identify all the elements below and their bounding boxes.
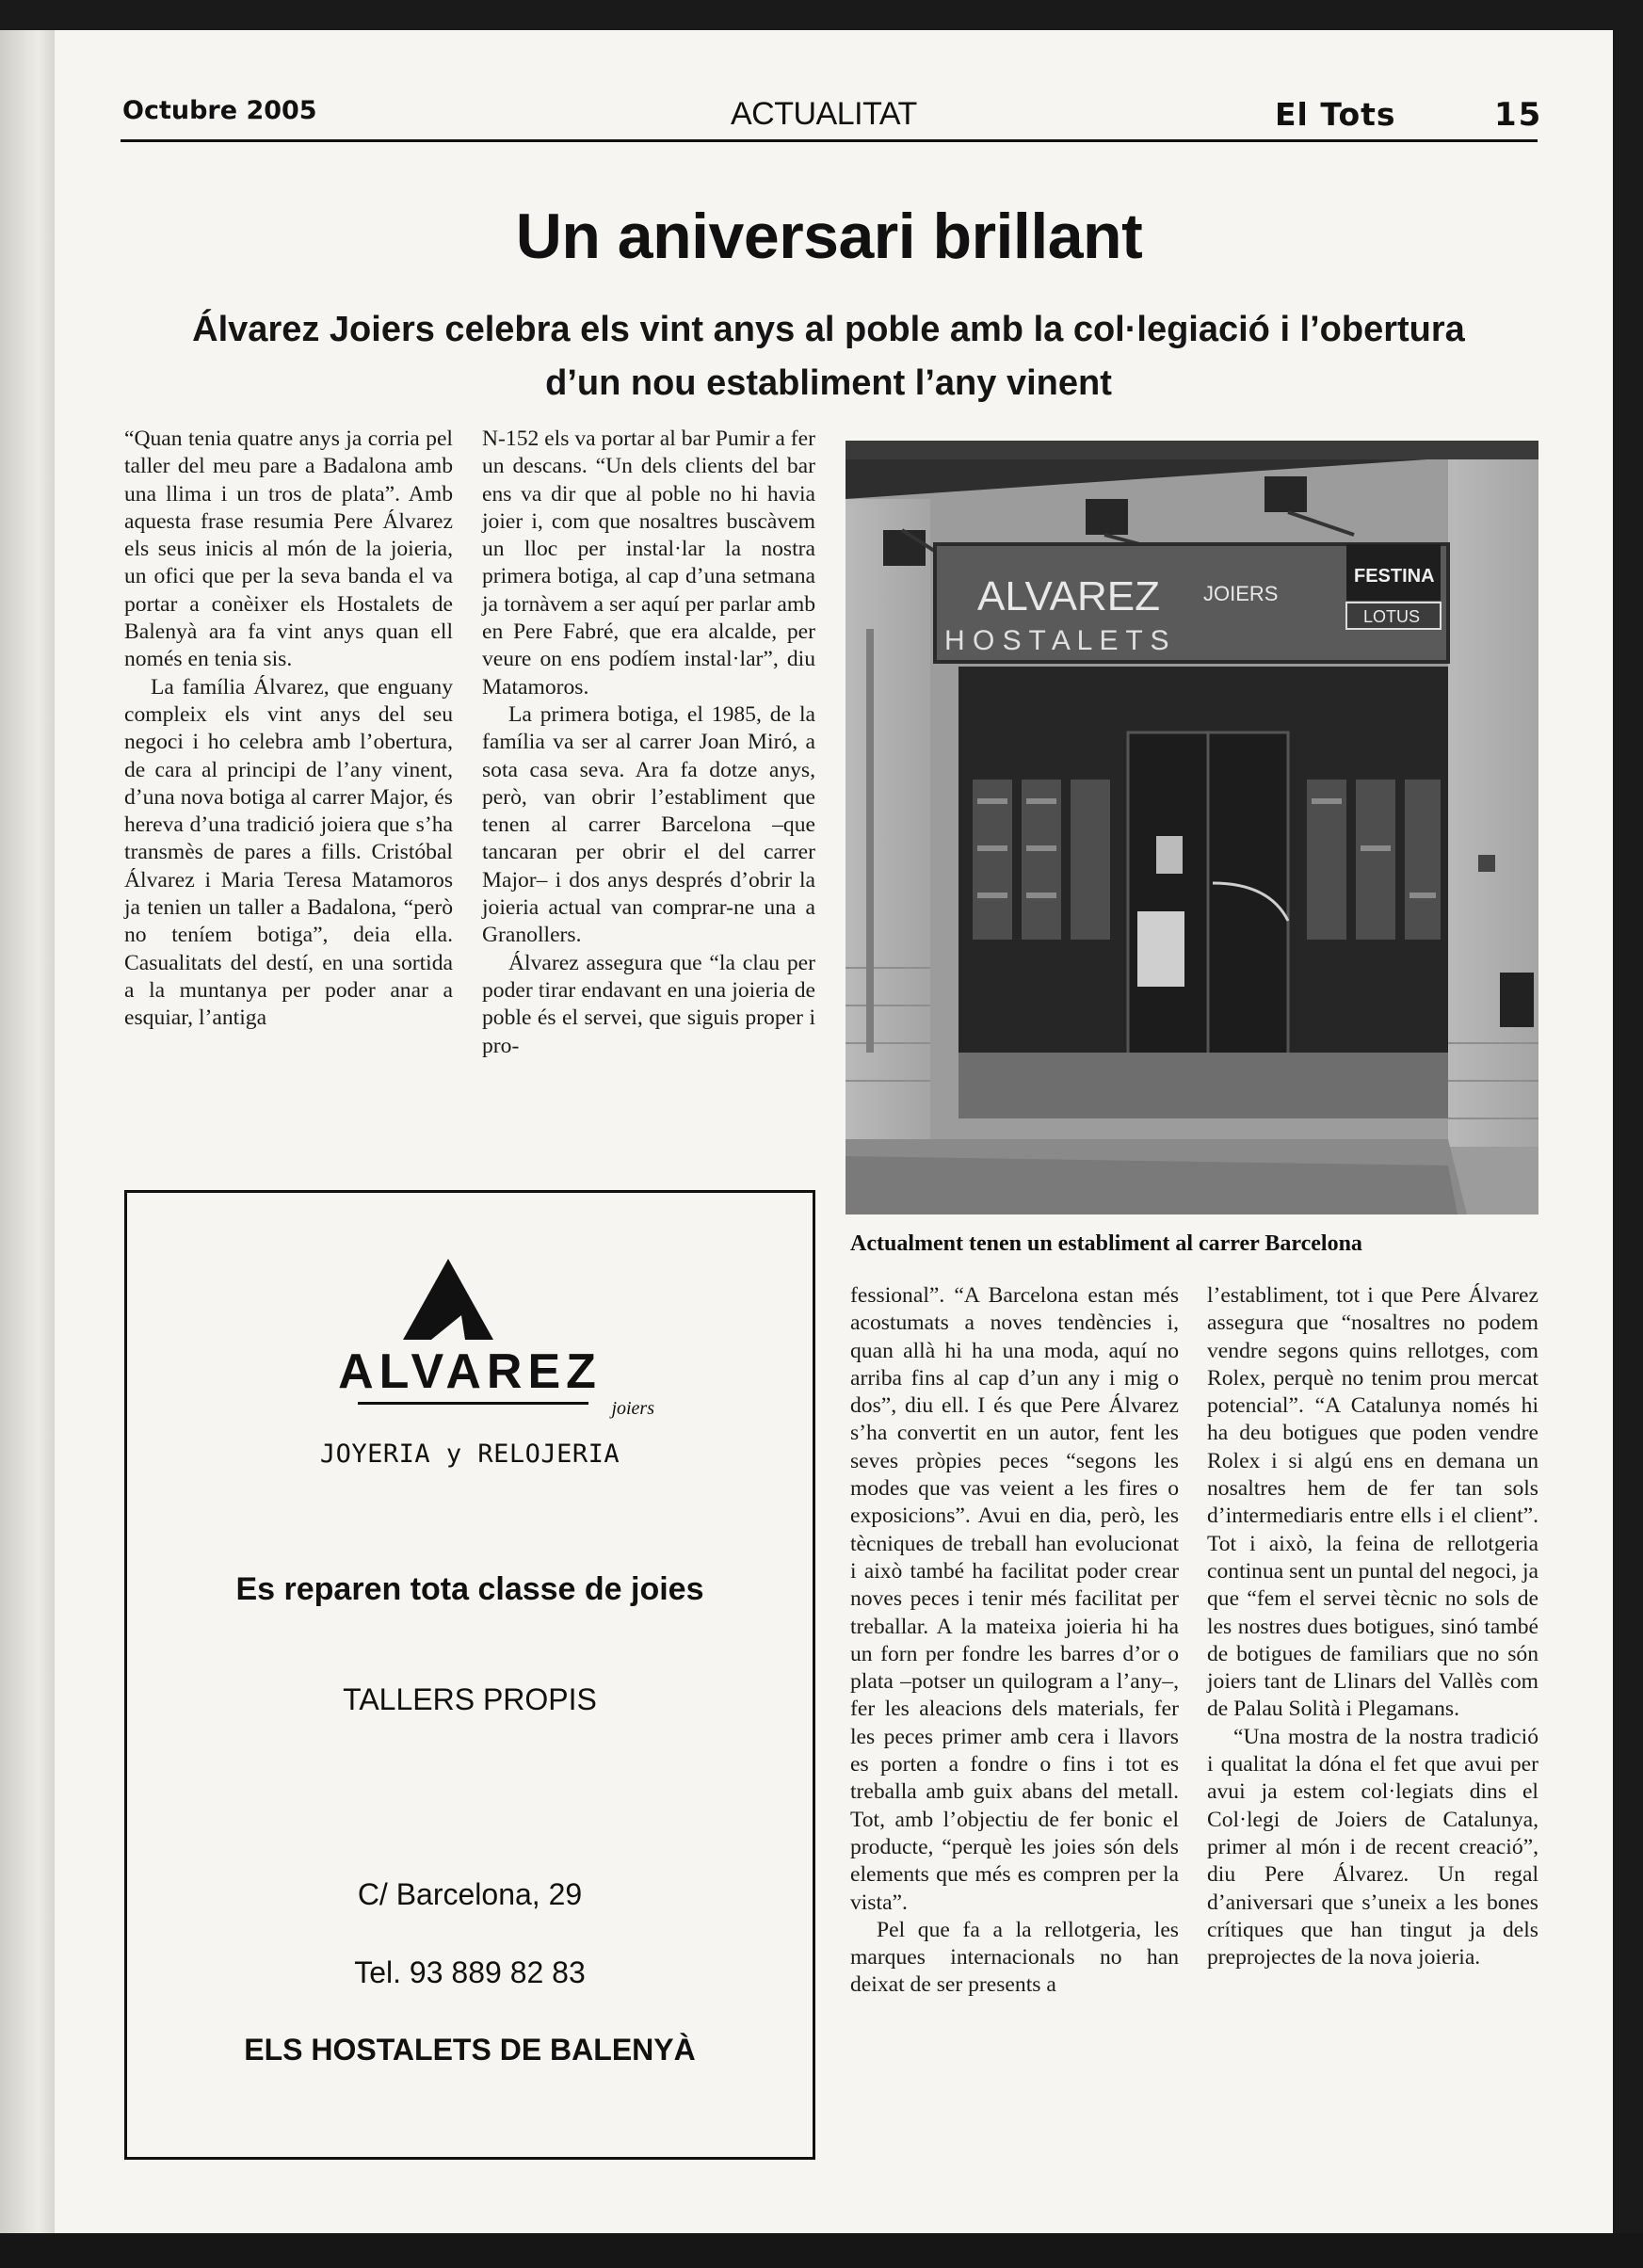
paragraph: “Quan tenia quatre anys ja corria pel taller del meu pare a Badalona amb una llima i un tros de plata”. Amb aquesta frase resumia Pere Álvarez els seus inicis al món de la joieria, un ofici que per la seva banda el va portar a conèixer els Hostalets de Balenyà ara fa vint anys quan ell només en tenia sis. — [124, 426, 453, 672]
sign-joiers: JOIERS — [1203, 582, 1279, 605]
paragraph: La família Álvarez, que enguany compleix els vint anys del seu negoci i ho celebra amb l’obertura, de cara al principi de l’any vinent, d’una nova botiga al carrer Major, és hereva d’una tradició joiera que s’ha transmès de pares a fills. Cristóbal Álvarez i Maria Teresa Matamoros ja tenien un taller a Badalona, “però no teníem botiga”, deia ella. Casualitats del destí, en una sortida a la muntanya per poder anar a esquiar, l’antiga — [124, 674, 453, 1031]
photo-caption: Actualment tenen un establiment al carrer Barcelona — [850, 1231, 1362, 1256]
article-headline: Un aniversari brillant — [515, 201, 1143, 272]
ad-brand-name: ALVAREZ — [338, 1344, 602, 1399]
article-column-4 — [1207, 1282, 1538, 1971]
shop-front-photo — [846, 441, 1538, 1214]
ad-brand-subtitle: joiers — [611, 1398, 654, 1419]
sign-brand-lotus: LOTUS — [1363, 607, 1421, 626]
article-column-1 — [124, 426, 453, 1033]
triangle-logo-icon — [403, 1259, 493, 1340]
sign-town: H O S T A L E T S — [944, 625, 1169, 656]
paragraph: Pel que fa a la rellotgeria, les marques internacionals no han deixat de ser presents a — [850, 1917, 1179, 1998]
article-column-2 — [482, 426, 815, 1060]
ad-town: ELS HOSTALETS DE BALENYÀ — [244, 2033, 696, 2067]
article-column-3 — [850, 1282, 1179, 2000]
section-name: ACTUALITAT — [731, 96, 917, 132]
paragraph: l’establiment, tot i que Pere Álvarez assegura que “nosaltres no podem vendre segons quins rellotges, com Rolex, perquè no tenim prou mercat potencial”. “A Catalunya només hi ha deu botigues que poden vendre Rolex i si algú ens en demana un nosaltres hem de fer tan sols d’intermediaris entre ells i el client”. Tot i això, la feina de rellotgeria continua sent un puntal del negoci, ja que “fem el servei tècnic no sols de les nostres dues botigues, sinó també de botigues de familiars que no són joiers tant de Llinars del Vallès com de Palau Solità i Plegamans. — [1207, 1283, 1538, 1722]
paragraph: fessional”. “A Barcelona estan més acostumats a noves tendències i, quan allà hi ha una moda, aquí no arriba fins al cap d’un any i mig o dos”, diu ell. I és que Pere Álvarez s’ha convertit en un autor, fent les seves pròpies peces “segons les modes que vas veient a les fires o exposicions”. Avui en dia, però, les tècniques de treball han evolucionat i això també ha facilitat poder crear noves peces i tenir més facilitat per treballar. A la mateixa joieria hi ha un forn per fondre les barres d’or o plata –potser un quilogram a l’any–, fer les aleacions dels materials, fer les peces primer amb cera i llavors es porten a fondre o fins i tot es treballa amb guix abans del metall. Tot, amb l’objectiu de fer bonic el producte, “perquè les joies són dels elements que més es compren per la vista”. — [850, 1283, 1179, 1915]
paragraph: “Una mostra de la nostra tradició i qualitat la dóna el fet que avui per avui ja estem col·legiats dins el Col·legi de Joiers de Catalunya, primer al món i de recent creació”, diu Pere Álvarez. Un regal d’aniversari que s’uneix a les bones crítiques que han tingut ja dels preprojectes de la nova joieria. — [1207, 1724, 1538, 1970]
sign-brand-festina: FESTINA — [1354, 566, 1435, 587]
page-number: 15 — [1494, 96, 1543, 134]
advertisement-box — [124, 1190, 815, 2160]
ad-address: C/ Barcelona, 29 — [357, 1877, 583, 1911]
header-rule — [121, 139, 1538, 142]
publication-name: El Tots — [1275, 96, 1396, 133]
ad-tagline: JOYERIA y RELOJERIA — [319, 1440, 620, 1469]
ad-repair-text: Es reparen tota classe de joies — [235, 1571, 704, 1607]
ad-phone: Tel. 93 889 82 83 — [354, 1955, 586, 1989]
issue-date: Octubre 2005 — [122, 96, 317, 125]
paragraph: La primera botiga, el 1985, de la família va ser al carrer Joan Miró, a sota casa seva. Ara fa dotze anys, però, van obrir l’establiment que tenen al carrer Barcelona –que tancaran per obrir el del carrer Major– i dos anys després d’obrir la joieria actual van comprar-ne una a Granollers. — [482, 701, 815, 948]
binding-spine — [0, 30, 55, 2233]
scan-border — [0, 2233, 1643, 2268]
paragraph: N-152 els va portar al bar Pumir a fer un descans. “Un dels clients del bar ens va dir que al poble no hi havia joier i, com que nosaltres buscàvem un lloc per instal·lar la nostra primera botiga, al cap d’una setmana ja tornàvem a ser aquí per parlar amb en Pere Fabré, que era alcalde, per veure on ens podíem instal·lar”, diu Matamoros. — [482, 426, 815, 700]
article-subheadline: Álvarez Joiers celebra els vint anys al poble amb la col·legiació i l’obertura d’un nou establiment l’any vinent — [192, 310, 1465, 403]
sign-name: ALVAREZ — [977, 573, 1160, 619]
ad-workshops-text: TALLERS PROPIS — [343, 1682, 597, 1716]
paragraph: Álvarez assegura que “la clau per poder tirar endavant en una joieria de poble és el servei, que siguis proper i pro- — [482, 950, 815, 1058]
